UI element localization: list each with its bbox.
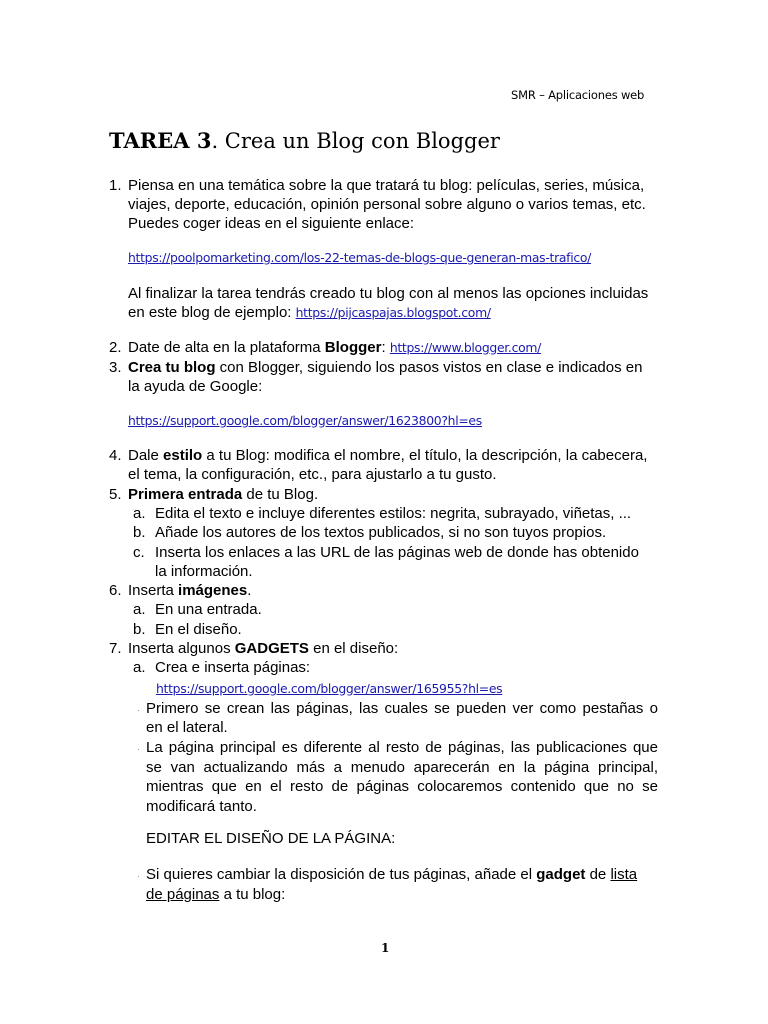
item-5-number: 5.: [109, 486, 122, 503]
bullet-3-mid: de: [585, 866, 611, 883]
bullet-3-underline-2: de páginas: [146, 886, 220, 903]
item-4-number: 4.: [109, 447, 122, 464]
item-1-line-3: Puedes coger ideas en el siguiente enlace:: [128, 215, 415, 232]
bullet-marker-3: ·: [137, 872, 140, 881]
item-7-post: en el diseño:: [308, 640, 399, 657]
item-6a-letter: a.: [133, 601, 146, 618]
item-6b-text: En el diseño.: [155, 621, 242, 638]
bullet-2-line-1: La página principal es diferente al resto de páginas, las publicaciones que: [146, 739, 658, 756]
bullet-3-line-2: [146, 885, 285, 904]
item-7-line: [128, 639, 398, 658]
item-5c-line-2: la información.: [155, 563, 253, 580]
bullet-3-pre: Si quieres cambiar la disposición de tus páginas, añade el: [146, 866, 537, 883]
bullet-1-line-1: Primero se crean las páginas, las cuales se pueden ver como pestañas o: [146, 700, 658, 717]
bullet-2-line-2: se van actualizando más a menudo aparecerán en la página principal,: [146, 759, 658, 776]
item-5b-text: Añade los autores de los textos publicados, si no son tuyos propios.: [155, 524, 607, 541]
blog-topics-link[interactable]: https://poolpomarketing.com/los-22-temas-de-blogs-que-generan-mas-trafico/: [128, 250, 592, 265]
google-help-link[interactable]: https://support.google.com/blogger/answer/1623800?hl=es: [128, 413, 482, 428]
item-4-line-2: el tema, la configuración, etc., para ajustarlo a tu gusto.: [128, 466, 497, 483]
pages-help-link[interactable]: https://support.google.com/blogger/answer/165955?hl=es: [156, 681, 503, 696]
item-5-text: de tu Blog.: [242, 486, 319, 503]
item-1-para-2-text: en este blog de ejemplo:: [128, 304, 292, 321]
item-6-post: .: [247, 582, 252, 599]
item-3-line-1: [128, 358, 642, 377]
item-5-bold: Primera entrada: [128, 486, 243, 503]
item-6-pre: Inserta: [128, 582, 179, 599]
item-4-bold: estilo: [163, 447, 203, 464]
item-6-line: [128, 581, 251, 600]
item-6-bold: imágenes: [178, 582, 248, 599]
item-1-para-2-line-1: Al finalizar la tarea tendrás creado tu blog con al menos las opciones incluidas: [128, 285, 649, 302]
bullet-3-underline-1: lista: [610, 866, 638, 883]
item-7a-letter: a.: [133, 659, 146, 676]
item-7a-text: Crea e inserta páginas:: [155, 659, 311, 676]
item-1-para-2-line-2: [128, 303, 491, 322]
item-3-text: con Blogger, siguiendo los pasos vistos en clase e indicados en: [215, 359, 643, 376]
title-text: . Crea un Blog con Blogger: [211, 129, 500, 153]
item-6b-letter: b.: [133, 621, 146, 638]
title-task-number: TAREA 3: [109, 128, 212, 153]
item-1-line-2: viajes, deporte, educación, opinión personal sobre alguno o varios temas, etc.: [128, 196, 646, 213]
item-3-line-2: la ayuda de Google:: [128, 378, 263, 395]
example-blog-link[interactable]: https://pijcaspajas.blogspot.com/: [295, 305, 491, 320]
bullet-3-post: a tu blog:: [219, 886, 286, 903]
item-2-bold: Blogger: [324, 339, 382, 356]
item-5b-letter: b.: [133, 524, 146, 541]
item-2-line: [128, 338, 541, 357]
page-number: 1: [381, 941, 390, 955]
running-header: SMR – Aplicaciones web: [511, 88, 645, 102]
item-2-number: 2.: [109, 339, 122, 356]
item-1-number: 1.: [109, 177, 122, 194]
item-3-number: 3.: [109, 359, 122, 376]
item-1-line-1: Piensa en una temática sobre la que tratará tu blog: películas, series, música,: [128, 177, 645, 194]
bullet-2-line-3: mientras que en el resto de páginas colocaremos contenido que no se: [146, 778, 658, 795]
bullet-marker-2: ·: [137, 745, 140, 754]
section-heading: EDITAR EL DISEÑO DE LA PÁGINA:: [146, 830, 396, 847]
item-7-pre: Inserta algunos: [128, 640, 235, 657]
bullet-2-line-4: modificará tanto.: [146, 798, 257, 815]
page-title: [109, 128, 500, 153]
bullet-3-line-1: [146, 865, 637, 884]
bullet-1-line-2: en el lateral.: [146, 719, 228, 736]
item-5a-letter: a.: [133, 505, 146, 522]
item-7-bold: GADGETS: [234, 640, 309, 657]
bullet-marker-1: ·: [137, 706, 140, 715]
item-4-text: a tu Blog: modifica el nombre, el título, la descripción, la cabecera,: [202, 447, 648, 464]
item-4-line-1: [128, 446, 647, 465]
item-5c-line-1: Inserta los enlaces a las URL de las páginas web de donde has obtenido: [155, 544, 639, 561]
item-6a-text: En una entrada.: [155, 601, 262, 618]
item-3-bold: Crea tu blog: [128, 359, 216, 376]
blogger-link[interactable]: https://www.blogger.com/: [389, 340, 542, 355]
item-2-colon: :: [381, 339, 390, 356]
item-2-text: Date de alta en la plataforma: [128, 339, 325, 356]
bullet-3-bold: gadget: [536, 866, 586, 883]
item-5-line: [128, 485, 318, 504]
item-5a-text: Edita el texto e incluye diferentes estilos: negrita, subrayado, viñetas, ...: [155, 505, 632, 522]
item-5c-letter: c.: [133, 544, 145, 561]
item-7-number: 7.: [109, 640, 122, 657]
item-6-number: 6.: [109, 582, 122, 599]
item-4-pre: Dale: [128, 447, 164, 464]
